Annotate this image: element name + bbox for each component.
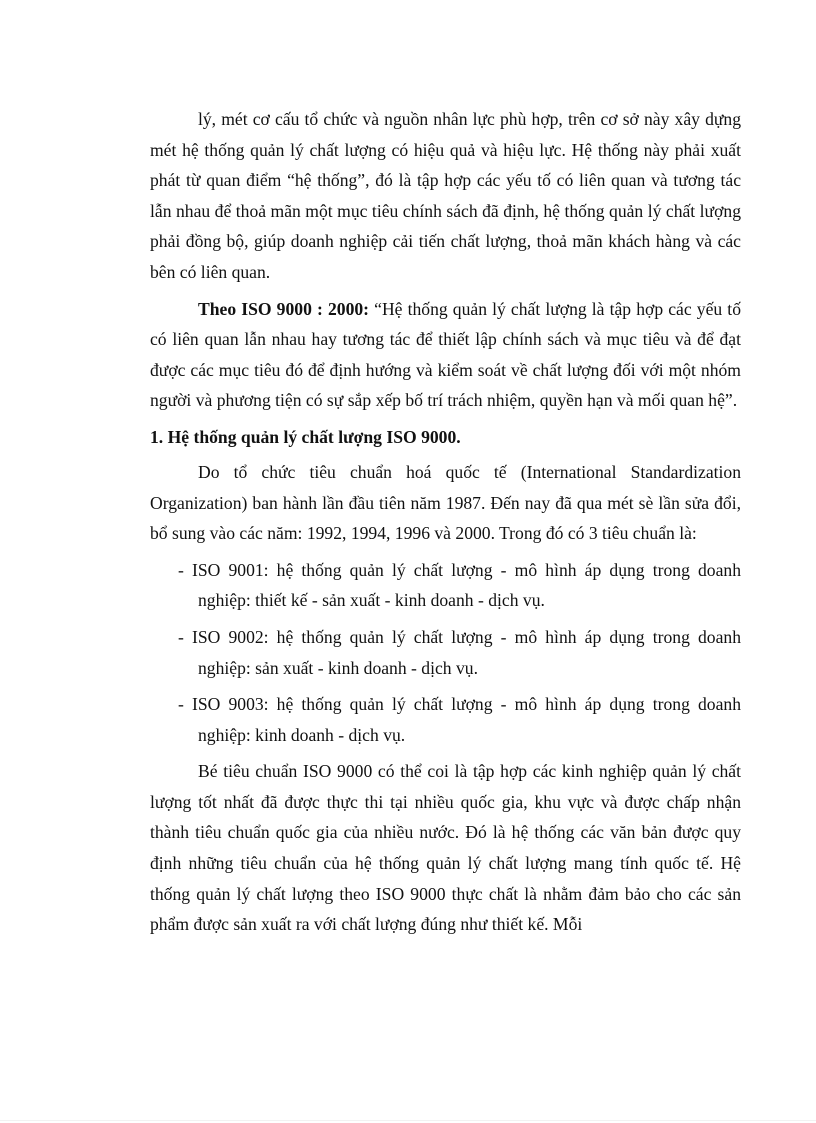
- bullet-iso-9001: - ISO 9001: hệ thống quản lý chất lượng - mô hình áp dụng trong doanh nghiệp: thiết kế - sản xuất - kinh doanh - dịch vụ.: [178, 559, 741, 611]
- paragraph-iso-9000-overview: Bé tiêu chuẩn ISO 9000 có thể coi là tập hợp các kinh nghiệp quản lý chất lượng tốt nhất đã được thực thi tại nhiều quốc gia, khu vực và được chấp nhận thành tiêu chuẩn quốc gia của nhiều nước. Đó là hệ thống các văn bản được quy định những tiêu chuẩn của hệ thống quản lý chất lượng mang tính quốc tế. Hệ thống quản lý chất lượng theo ISO 9000 thực chất là nhằm đảm bảo cho các sản phẩm được sản xuất ra với chất lượng đúng như thiết kế. Mỗi: [150, 761, 741, 935]
- paragraph-lead-bold: Theo ISO 9000 : 2000:: [198, 298, 370, 319]
- paragraph-iso-9000-2000-definition: [150, 294, 741, 416]
- bullet-iso-9002: - ISO 9002: hệ thống quản lý chất lượng - mô hình áp dụng trong doanh nghiệp: sản xuất - kinh doanh - dịch vụ.: [178, 626, 741, 678]
- paragraph-iso-origin: Do tổ chức tiêu chuẩn hoá quốc tế (International Standardization Organization) ban hành lần đầu tiên năm 1987. Đến nay đã qua mét sè lần sửa đổi, bổ sung vào các năm: 1992, 1994, 1996 và 2000. Trong đó có 3 tiêu chuẩn là:: [150, 461, 741, 544]
- page-bottom-edge: [0, 1120, 816, 1121]
- paragraph-quality-system-definition: lý, mét cơ cấu tổ chức và nguồn nhân lực phù hợp, trên cơ sở này xây dựng mét hệ thống quản lý chất lượng có hiệu quả và hiệu lực. Hệ thống này phải xuất phát từ quan điểm “hệ thống”, đó là tập hợp các yếu tố có liên quan và tương tác lẫn nhau để thoả mãn một mục tiêu chính sách đã định, hệ thống quản lý chất lượng phải đồng bộ, giúp doanh nghiệp cải tiến chất lượng, thoả mãn khách hàng và các bên có liên quan.: [150, 109, 741, 282]
- bullet-iso-9003: - ISO 9003: hệ thống quản lý chất lượng - mô hình áp dụng trong doanh nghiệp: kinh doanh - dịch vụ.: [178, 694, 741, 745]
- paragraph-quote: “Hệ thống quản lý chất lượng là tập hợp các yếu tố có liên quan lẫn nhau hay tương tác để thiết lập chính sách và mục tiêu và để đạt được các mục tiêu đó để định hướng và kiểm soát về chất lượng đối với một nhóm người và phương tiện có sự sắp xếp bố trí trách nhiệm, quyền hạn và mối quan hệ”.: [150, 298, 741, 411]
- document-body: [150, 104, 741, 946]
- section-heading-iso-9000: 1. Hệ thống quản lý chất lượng ISO 9000.: [150, 426, 461, 447]
